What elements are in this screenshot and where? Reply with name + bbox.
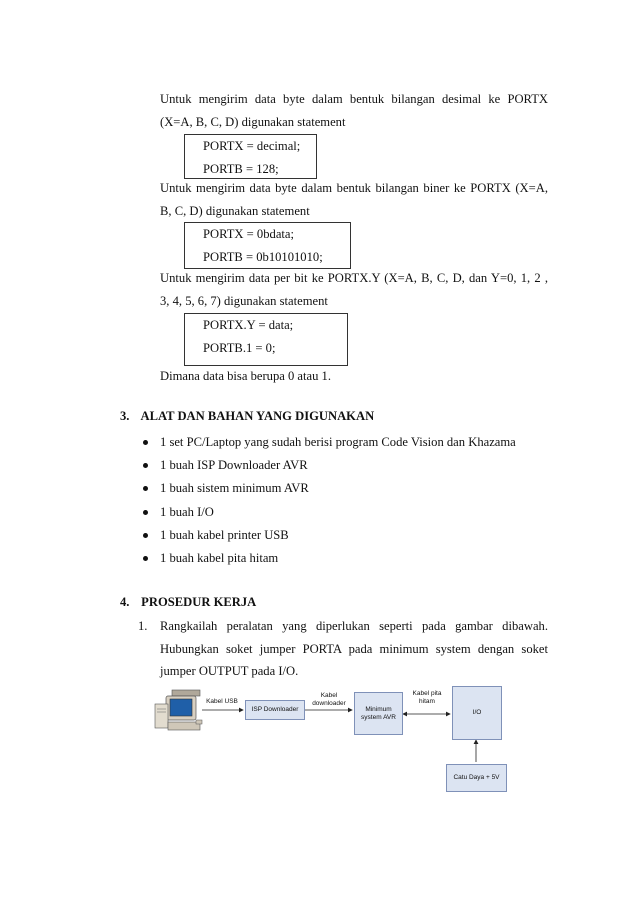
paragraph-line: Rangkailah peralatan yang diperlukan seperti pada gambar dibawah.: [160, 619, 548, 633]
paragraph-decimal: [160, 88, 548, 133]
bullet-icon: [143, 463, 148, 468]
section-number: 4.: [120, 595, 130, 609]
io-block: I/O: [452, 686, 502, 740]
code-box-bit: [184, 313, 348, 366]
code-line: PORTX = 0bdata;: [203, 227, 294, 241]
minimum-system-block: [354, 692, 403, 735]
list-item-text: 1 buah I/O: [160, 504, 214, 519]
isp-downloader-block: ISP Downloader: [245, 700, 305, 720]
section-heading-tools: [120, 409, 374, 424]
list-item-text: 1 buah ISP Downloader AVR: [160, 458, 308, 473]
code-line: PORTB = 0b10101010;: [203, 249, 323, 264]
paragraph-line: (X=A, B, C, D) digunakan statement: [160, 114, 346, 129]
paragraph-line: 3, 4, 5, 6, 7) digunakan statement: [160, 293, 328, 308]
power-supply-block: Catu Daya + 5V: [446, 764, 507, 792]
computer-icon: [155, 690, 202, 730]
code-box-decimal: [184, 134, 317, 179]
bullet-icon: [143, 556, 148, 561]
tools-list: [140, 431, 516, 570]
label-line: downloader: [312, 699, 346, 707]
step-1-text: [160, 615, 548, 683]
code-line: PORTB.1 = 0;: [203, 340, 276, 355]
code-box-binary: [184, 222, 351, 269]
list-item: [140, 454, 516, 477]
paragraph-line: Untuk mengirim data byte dalam bentuk bilangan desimal ke PORTX: [160, 92, 548, 106]
bullet-icon: [143, 486, 148, 491]
code-line: PORTX.Y = data;: [203, 318, 294, 332]
paragraph-line: Dimana data bisa berupa 0 atau 1.: [160, 369, 331, 383]
bullet-icon: [143, 440, 148, 445]
section-title: PROSEDUR KERJA: [141, 595, 257, 609]
section-number: 3.: [120, 409, 130, 423]
code-line: PORTX = decimal;: [203, 139, 301, 153]
paragraph-bit: [160, 267, 548, 312]
paragraph-line: B, C, D) digunakan statement: [160, 203, 310, 218]
list-item-text: 1 buah kabel pita hitam: [160, 550, 279, 565]
step-number: 1.: [138, 619, 148, 633]
bullet-icon: [143, 510, 148, 515]
list-item: [140, 477, 516, 500]
label-line: Kabel pita: [412, 690, 442, 697]
list-item-text: 1 set PC/Laptop yang sudah berisi program Code Vision dan Khazama: [160, 435, 516, 449]
block-line: Minimum: [365, 705, 392, 713]
paragraph-line: Hubungkan soket jumper PORTA pada minimum system dengan soket: [160, 641, 548, 656]
usb-cable-label: Kabel USB: [206, 698, 238, 705]
bullet-icon: [143, 533, 148, 538]
list-item: [140, 547, 516, 570]
list-item: [140, 501, 516, 524]
label-line: hitam: [419, 697, 435, 705]
list-item: [140, 431, 516, 454]
block-line: system AVR: [361, 713, 396, 721]
paragraph-line: Untuk mengirim data per bit ke PORTX.Y (X=A, B, C, D, dan Y=0, 1, 2 ,: [160, 271, 548, 285]
list-item-text: 1 buah sistem minimum AVR: [160, 481, 309, 496]
paragraph-line: Untuk mengirim data byte dalam bentuk bilangan biner ke PORTX (X=A,: [160, 181, 548, 195]
label-line: Kabel: [320, 692, 338, 699]
list-item: [140, 524, 516, 547]
setup-diagram: [150, 684, 520, 799]
downloader-cable-label: [305, 692, 353, 707]
list-item-text: 1 buah kabel printer USB: [160, 527, 289, 542]
code-line: PORTB = 128;: [203, 161, 279, 176]
ribbon-cable-label: [405, 690, 449, 705]
section-heading-procedure: [120, 595, 256, 610]
paragraph-line: jumper OUTPUT pada I/O.: [160, 664, 299, 678]
paragraph-note: [160, 365, 548, 388]
paragraph-binary: [160, 177, 548, 222]
section-title: ALAT DAN BAHAN YANG DIGUNAKAN: [140, 409, 375, 423]
